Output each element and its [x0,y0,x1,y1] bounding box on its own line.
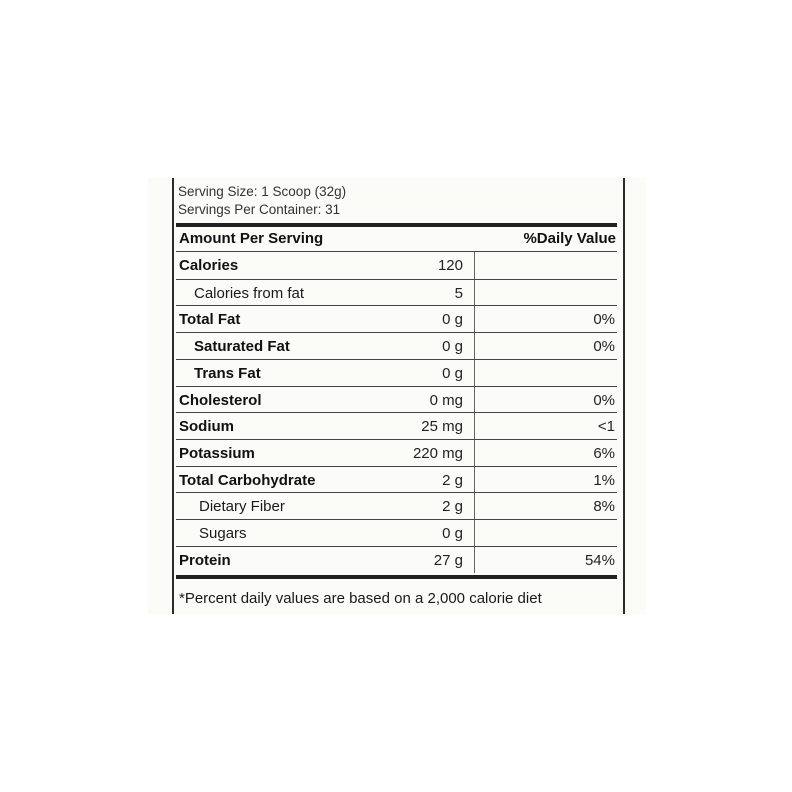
nutrient-daily-value: 1% [593,471,615,489]
nutrient-daily-value: 0% [593,311,615,329]
label-left-border [172,178,174,614]
nutrient-daily-value: 6% [593,444,615,462]
nutrient-amount: 0 mg [429,391,463,409]
row-sodium [176,413,617,440]
nutrient-name: Cholesterol [179,391,262,409]
column-divider [474,493,475,520]
column-divider [474,280,475,307]
row-cholesterol [176,387,617,414]
nutrient-daily-value: 0% [593,338,615,356]
nutrient-daily-value: 8% [593,498,615,516]
column-divider [474,360,475,387]
nutrient-amount: 27 g [433,551,463,569]
nutrient-amount: 2 g [442,498,463,516]
nutrient-name: Sugars [199,525,247,542]
row-trans-fat [176,360,617,387]
column-divider [474,333,475,360]
nutrient-name: Potassium [179,444,255,462]
nutrient-name: Total Fat [179,311,241,329]
row-calories [176,252,617,279]
nutrient-daily-value: <1 [597,418,615,436]
column-divider [474,306,475,333]
row-total-fat [176,306,617,333]
nutrient-daily-value: 0% [593,391,615,409]
nutrient-name: Calories [179,257,239,274]
nutrient-name: Total Carbohydrate [179,471,316,489]
nutrient-name: Trans Fat [194,364,261,382]
amount-per-serving-header: Amount Per Serving [179,230,324,247]
column-divider [474,252,475,279]
nutrient-amount: 0 g [442,525,463,542]
servings-per-container: Servings Per Container: 31 [178,202,341,217]
row-saturated-fat [176,333,617,360]
row-protein [176,547,617,574]
row-calories-from-fat [176,280,617,307]
serving-size: Serving Size: 1 Scoop (32g) [178,184,347,199]
top-thick-rule [176,223,617,227]
row-dietary-fiber [176,493,617,520]
nutrient-amount: 0 g [442,311,463,329]
nutrient-daily-value: 54% [584,551,615,569]
nutrient-amount: 2 g [442,471,463,489]
column-divider [474,387,475,414]
nutrient-amount: 220 mg [412,444,463,462]
column-divider [474,440,475,467]
column-divider [474,520,475,547]
nutrient-name: Saturated Fat [194,338,290,356]
nutrient-amount: 120 [437,257,463,274]
column-divider [474,547,475,574]
daily-value-header: %Daily Value [523,230,616,247]
nutrient-name: Sodium [179,418,234,436]
footnote: *Percent daily values are based on a 2,000 calorie diet [179,590,542,607]
nutrient-name: Calories from fat [194,284,305,302]
nutrient-amount: 5 [454,284,463,302]
nutrient-name: Dietary Fiber [199,498,285,516]
row-potassium [176,440,617,467]
nutrient-amount: 25 mg [421,418,463,436]
bottom-thick-rule [176,575,617,579]
row-sugars [176,520,617,547]
label-right-border [623,178,625,614]
nutrient-amount: 0 g [442,338,463,356]
nutrient-name: Protein [179,551,231,569]
column-divider [474,467,475,494]
column-divider [474,413,475,440]
nutrient-amount: 0 g [442,364,463,382]
row-total-carbohydrate [176,467,617,494]
